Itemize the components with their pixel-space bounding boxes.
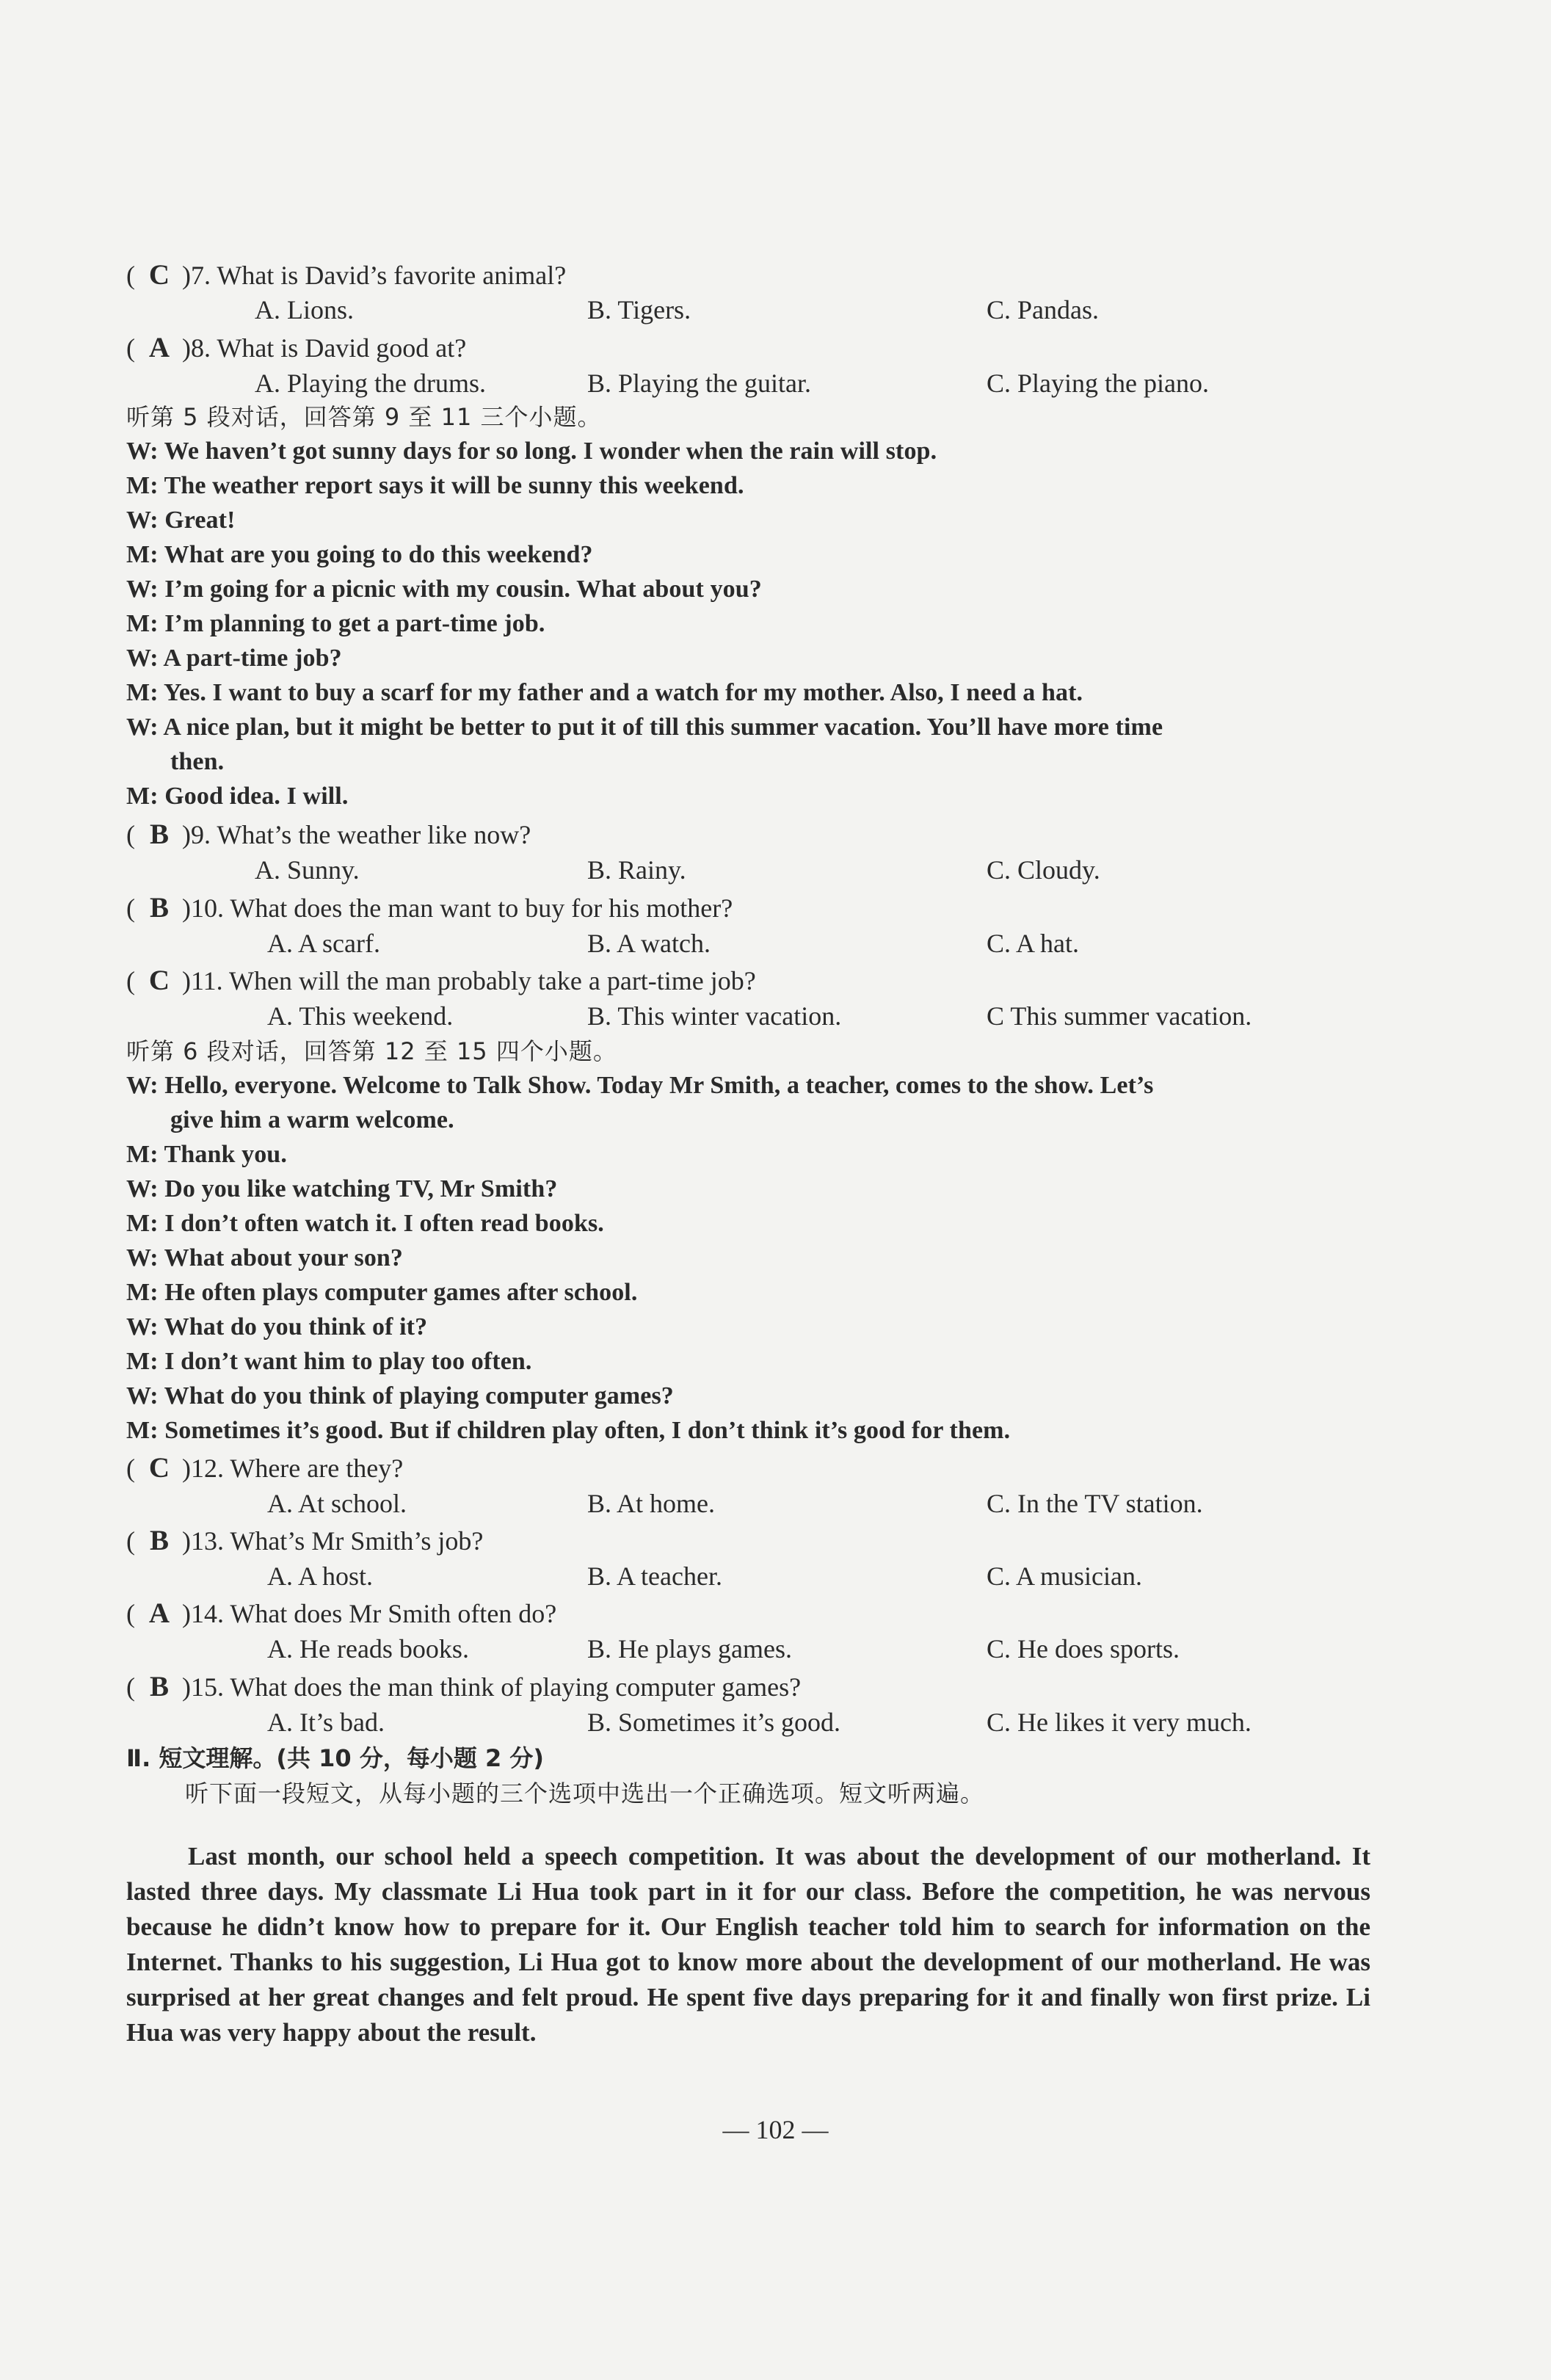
option-b: B. Sometimes it’s good. bbox=[587, 1708, 841, 1737]
option-b: B. A watch. bbox=[587, 929, 711, 958]
option-b: B. A teacher. bbox=[587, 1561, 722, 1591]
option-c: C. He does sports. bbox=[987, 1634, 1180, 1664]
dialogue-line: M: I don’t want him to play too often. bbox=[126, 1348, 532, 1375]
dialogue-line: M: The weather report says it will be sunny this weekend. bbox=[126, 472, 744, 499]
instruction-part6: 听第 6 段对话，回答第 12 至 15 四个小题。 bbox=[126, 1037, 617, 1065]
option-a: A. A scarf. bbox=[267, 929, 380, 958]
option-a: A. Sunny. bbox=[255, 855, 360, 885]
option-c: C. He likes it very much. bbox=[987, 1708, 1252, 1737]
question-14: ( A )14. What does Mr Smith often do? bbox=[126, 1597, 557, 1629]
option-c: C. In the TV station. bbox=[987, 1489, 1203, 1518]
dialogue-line: W: What do you think of it? bbox=[126, 1313, 428, 1340]
dialogue-line: W: What do you think of playing computer games? bbox=[126, 1382, 674, 1410]
question-13: ( B )13. What’s Mr Smith’s job? bbox=[126, 1525, 484, 1556]
listening-passage: Last month, our school held a speech competition. It was about the development of our motherland. It lasted three days. My classmate Li Hua took part in it for our class. Before the competition, he was nervous because he didn’t know how to prepare for it. Our English teacher told him to search for information on the Internet. Thanks to his suggestion, Li Hua got to know more about the development of our motherland. He was surprised at her great changes and felt proud. He spent five days preparing for it and finally won first prize. Li Hua was very happy about the result. bbox=[126, 1842, 1370, 2047]
option-c: C. Cloudy. bbox=[987, 855, 1100, 885]
section-2-instruction: 听下面一段短文，从每小题的三个选项中选出一个正确选项。短文听两遍。 bbox=[185, 1779, 985, 1807]
option-a: A. Playing the drums. bbox=[255, 369, 486, 398]
dialogue-line: M: He often plays computer games after school. bbox=[126, 1279, 638, 1306]
question-7: ( C )7. What is David’s favorite animal? bbox=[126, 259, 567, 291]
question-11: ( C )11. When will the man probably take a part-time job? bbox=[126, 965, 756, 996]
option-b: B. He plays games. bbox=[587, 1634, 792, 1664]
question-text: What does Mr Smith often do? bbox=[224, 1599, 557, 1628]
dialogue-line: M: I don’t often watch it. I often read books. bbox=[126, 1210, 604, 1237]
dialogue-line: W: A part-time job? bbox=[126, 645, 342, 672]
question-text: What is David’s favorite animal? bbox=[211, 261, 567, 290]
dialogue-line: W: Do you like watching TV, Mr Smith? bbox=[126, 1175, 558, 1202]
answer-mark: C bbox=[148, 965, 170, 996]
option-c: C This summer vacation. bbox=[987, 1001, 1252, 1031]
dialogue-line-continuation: then. bbox=[170, 748, 225, 775]
question-text: What does the man think of playing computer games? bbox=[224, 1672, 802, 1702]
option-b: B. At home. bbox=[587, 1489, 716, 1518]
option-b: B. Rainy. bbox=[587, 855, 686, 885]
option-a: A. A host. bbox=[267, 1561, 374, 1591]
option-c: C. Pandas. bbox=[987, 295, 1099, 324]
dialogue-line: W: What about your son? bbox=[126, 1244, 404, 1271]
dialogue-line: W: A nice plan, but it might be better to put it of till this summer vacation. You’ll have more time bbox=[126, 714, 1163, 741]
answer-mark: A bbox=[148, 332, 170, 363]
option-a: A. At school. bbox=[267, 1489, 407, 1518]
answer-mark: C bbox=[148, 1452, 170, 1484]
dialogue-line-continuation: give him a warm welcome. bbox=[170, 1106, 454, 1133]
dialogue-line: M: Yes. I want to buy a scarf for my father and a watch for my mother. Also, I need a hat. bbox=[126, 679, 1083, 706]
question-text: What’s Mr Smith’s job? bbox=[224, 1526, 484, 1556]
answer-mark: B bbox=[149, 819, 169, 850]
question-text: What is David good at? bbox=[211, 333, 467, 363]
dialogue-line: M: Thank you. bbox=[126, 1141, 287, 1168]
dialogue-line: M: I’m planning to get a part-time job. bbox=[126, 610, 545, 637]
question-text: When will the man probably take a part-time job? bbox=[222, 966, 756, 995]
option-a: A. This weekend. bbox=[267, 1001, 454, 1031]
dialogue-line: M: What are you going to do this weekend? bbox=[126, 541, 593, 568]
answer-mark: B bbox=[149, 1671, 169, 1702]
option-b: B. Playing the guitar. bbox=[587, 369, 811, 398]
option-a: A. He reads books. bbox=[267, 1634, 469, 1664]
option-a: A. It’s bad. bbox=[267, 1708, 385, 1737]
dialogue-line: W: Great! bbox=[126, 507, 236, 534]
instruction-part5: 听第 5 段对话，回答第 9 至 11 三个小题。 bbox=[126, 403, 602, 431]
dialogue-line: W: I’m going for a picnic with my cousin. What about you? bbox=[126, 576, 762, 603]
answer-mark: B bbox=[149, 892, 169, 924]
question-9: ( B )9. What’s the weather like now? bbox=[126, 819, 531, 850]
question-8: ( A )8. What is David good at? bbox=[126, 332, 467, 363]
option-c: C. A hat. bbox=[987, 929, 1080, 958]
answer-mark: B bbox=[149, 1525, 169, 1556]
page-number: — 102 — bbox=[722, 2115, 829, 2144]
dialogue-line: M: Good idea. I will. bbox=[126, 783, 349, 810]
question-text: Where are they? bbox=[224, 1454, 404, 1483]
option-c: C. A musician. bbox=[987, 1561, 1143, 1591]
section-2-title: Ⅱ. 短文理解。(共 10 分，每小题 2 分) bbox=[126, 1744, 544, 1772]
question-text: What does the man want to buy for his mother? bbox=[224, 893, 733, 923]
option-c: C. Playing the piano. bbox=[987, 369, 1209, 398]
question-10: ( B )10. What does the man want to buy for his mother? bbox=[126, 892, 733, 924]
question-12: ( C )12. Where are they? bbox=[126, 1452, 404, 1484]
answer-mark: A bbox=[148, 1597, 170, 1629]
question-15: ( B )15. What does the man think of playing computer games? bbox=[126, 1671, 802, 1702]
option-a: A. Lions. bbox=[255, 295, 354, 324]
option-b: B. This winter vacation. bbox=[587, 1001, 842, 1031]
answer-mark: C bbox=[148, 259, 170, 291]
dialogue-line: W: We haven’t got sunny days for so long. I wonder when the rain will stop. bbox=[126, 438, 937, 465]
option-b: B. Tigers. bbox=[587, 295, 691, 324]
dialogue-line: M: Sometimes it’s good. But if children play often, I don’t think it’s good for them. bbox=[126, 1417, 1011, 1444]
question-text: What’s the weather like now? bbox=[211, 820, 531, 849]
dialogue-line: W: Hello, everyone. Welcome to Talk Show. Today Mr Smith, a teacher, comes to the show. Let’s bbox=[126, 1072, 1154, 1099]
